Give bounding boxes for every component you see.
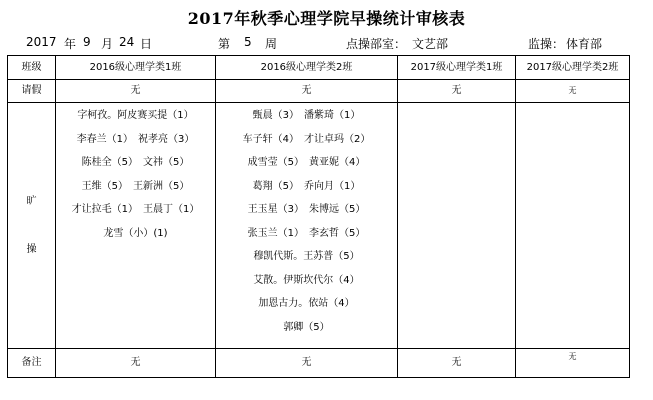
list-item: 张玉兰（1） 李玄哲（5） bbox=[247, 227, 366, 239]
leave-row bbox=[8, 80, 630, 103]
list-item: 成雪莹（5） 黄亚妮（4） bbox=[247, 157, 366, 168]
date-year: 2017 bbox=[26, 35, 57, 49]
note-2016-2: 无 bbox=[216, 349, 398, 378]
form-title: 2017年秋季心理学院早操统计审核表 bbox=[187, 9, 466, 28]
leave-2016-2: 无 bbox=[216, 80, 398, 103]
absence-row bbox=[8, 103, 630, 349]
absence-2016-2 bbox=[216, 103, 398, 349]
checkpoint-label: 点操部室： bbox=[346, 37, 407, 51]
header-2016-2: 2016级心理学类2班 bbox=[216, 56, 398, 80]
list-item: 王维（5） 王新洲（5） bbox=[81, 180, 190, 192]
absence-2017-2 bbox=[516, 103, 630, 349]
list-item: 穆凯代斯。王苏普（5） bbox=[253, 251, 360, 262]
header-2016-1: 2016级心理学类1班 bbox=[56, 56, 216, 80]
list-item: 龙雪（小）(1) bbox=[103, 227, 168, 239]
date-month: 9 bbox=[83, 35, 91, 49]
list-item: 字柯孜。阿皮赛买提（1） bbox=[77, 110, 194, 121]
absence-label-1: 旷 bbox=[26, 195, 37, 207]
leave-2017-1: 无 bbox=[398, 80, 516, 103]
note-2017-1: 无 bbox=[398, 349, 516, 378]
absence-label-2: 操 bbox=[26, 243, 37, 255]
date-month-unit: 月 bbox=[101, 37, 114, 51]
absence-2016-1 bbox=[56, 103, 216, 349]
list-item: 王玉星（3） 朱博远（5） bbox=[247, 204, 366, 215]
list-item: 艾散。伊斯坎代尔（4） bbox=[253, 274, 360, 286]
list-item: 才让拉毛（1） 王晨丁（1） bbox=[71, 204, 200, 215]
date-day-unit: 日 bbox=[140, 37, 153, 51]
leave-2016-1: 无 bbox=[56, 80, 216, 103]
absence-2017-1 bbox=[398, 103, 516, 349]
leave-2017-2: 无 bbox=[516, 80, 630, 103]
list-item: 陈桂全（5） 文祎（5） bbox=[81, 157, 190, 168]
date-year-unit: 年 bbox=[64, 37, 77, 51]
header-2017-2: 2017级心理学类2班 bbox=[516, 56, 630, 80]
note-row bbox=[8, 349, 630, 378]
table-header-row bbox=[8, 56, 630, 80]
note-2016-1: 无 bbox=[56, 349, 216, 378]
header-class: 班级 bbox=[8, 56, 56, 80]
list-item: 甄晨（3） 潘紫琦（1） bbox=[252, 110, 361, 121]
supervisor-label: 监操： bbox=[528, 37, 565, 51]
leave-label: 请假 bbox=[8, 80, 56, 103]
week-number: 5 bbox=[244, 35, 252, 49]
note-2017-2: 无 bbox=[516, 349, 630, 378]
header-2017-1: 2017级心理学类1班 bbox=[398, 56, 516, 80]
week-unit: 周 bbox=[265, 37, 278, 51]
attendance-table bbox=[7, 55, 630, 378]
list-item: 郭卿（5） bbox=[283, 321, 330, 333]
week-prefix: 第 bbox=[218, 37, 231, 51]
list-item: 车子轩（4） 才让卓玛（2） bbox=[242, 133, 371, 145]
date-day: 24 bbox=[119, 35, 135, 49]
list-item: 李春兰（1） 祝孝亮（3） bbox=[76, 133, 195, 145]
supervisor-value: 体育部 bbox=[566, 37, 603, 51]
list-item: 葛翔（5） 乔向月（1） bbox=[252, 180, 361, 192]
checkpoint-value: 文艺部 bbox=[412, 37, 449, 51]
list-item: 加恩古力。依站（4） bbox=[258, 298, 355, 309]
note-label: 备注 bbox=[8, 349, 56, 378]
absence-label-cell bbox=[8, 103, 56, 349]
